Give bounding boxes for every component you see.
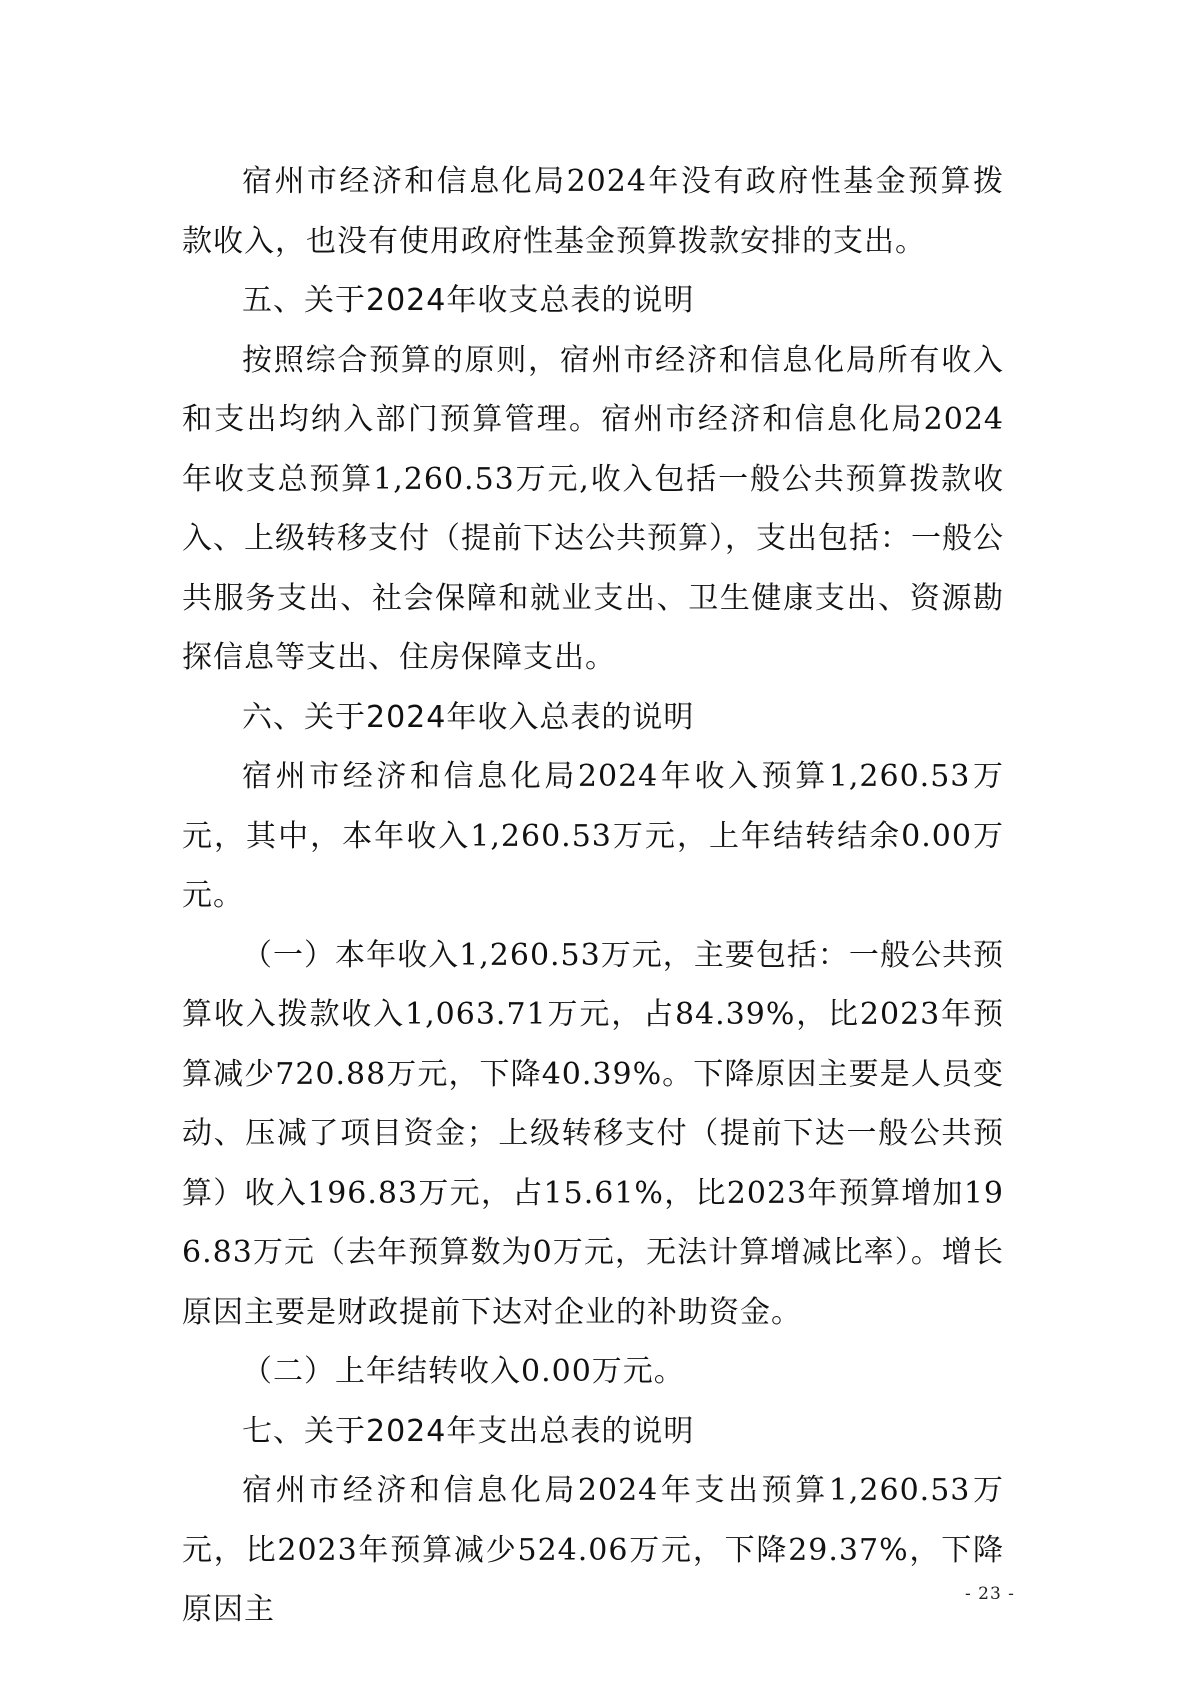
section-heading-6: 六、关于2024年收入总表的说明 [242, 699, 695, 735]
paragraph-fund-budget: 宿州市经济和信息化局2024年没有政府性基金预算拨款收入，也没有使用政府性基金预算拨款安排的支出。 [182, 164, 1004, 259]
page-number: - 23 - [965, 1584, 1015, 1604]
document-body [182, 152, 1004, 1640]
section-heading-5: 五、关于2024年收支总表的说明 [242, 283, 695, 318]
paragraph-total-budget: 按照综合预算的原则，宿州市经济和信息化局所有收入和支出均纳入部门预算管理。宿州市经济和信息化局2024年收支总预算1,260.53万元,收入包括一般公共预算拨款收入、上级转移支付（提前下达公共预算），支出包括：一般公共服务支出、社会保障和就业支出、卫生健康支出、资源勘探信息等支出、住房保障支出。 [182, 342, 1004, 675]
paragraph-expenditure-summary: 宿州市经济和信息化局2024年支出预算1,260.53万元，比2023年预算减少524.06万元，下降29.37%，下降原因主 [182, 1473, 1004, 1627]
paragraph-carryover-income: （二）上年结转收入0.00万元。 [242, 1354, 685, 1389]
section-heading-7: 七、关于2024年支出总表的说明 [242, 1413, 695, 1449]
paragraph-income-summary: 宿州市经济和信息化局2024年收入预算1,260.53万元，其中，本年收入1,260.53万元，上年结转结余0.00万元。 [182, 759, 1004, 913]
paragraph-current-year-income: （一）本年收入1,260.53万元，主要包括：一般公共预算收入拨款收入1,063.71万元，占84.39%，比2023年预算减少720.88万元，下降40.39%。下降原因主要是人员变动、压减了项目资金；上级转移支付（提前下达一般公共预算）收入196.83万元，占15.61%，比2023年预算增加196.83万元（去年预算数为0万元，无法计算增减比率）。增长原因主要是财政提前下达对企业的补助资金。 [182, 937, 1004, 1330]
